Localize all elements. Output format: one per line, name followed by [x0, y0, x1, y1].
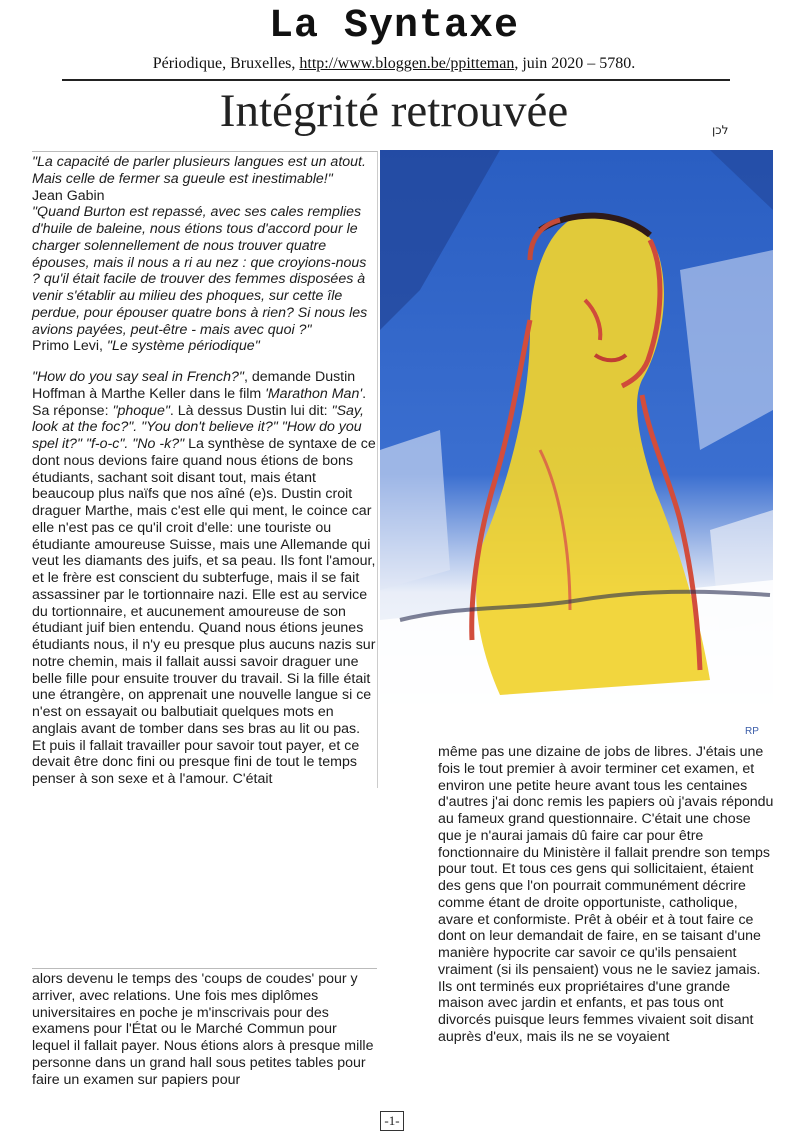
- left-column-top: [32, 151, 378, 788]
- levi-author: Primo Levi, "Le système périodique": [32, 338, 260, 355]
- hebrew-tag: לכן: [712, 123, 729, 137]
- artist-signature: RP: [745, 726, 759, 737]
- article-continuation: alors devenu le temps des 'coups de coudes' pour y arriver, avec relations. Une fois mes diplômes universitaires en poche je m'inscrivais pour des examens pour l'État ou le Marché Commun pour lequel il fallait payer. Nous étions alors à presque mille personne dans un grand hall sous petites tables pour faire un examen sur papiers pour: [32, 971, 374, 1088]
- header-rule: [62, 79, 730, 81]
- blog-link[interactable]: http://www.bloggen.be/ppitteman: [299, 55, 515, 72]
- publication-date: , juin 2020 – 5780.: [514, 55, 636, 72]
- right-column: [438, 744, 775, 1046]
- gabin-quote: "La capacité de parler plusieurs langues est un atout. Mais celle de fermer sa gueule est inestimable!": [32, 154, 366, 187]
- gabin-author: Jean Gabin: [32, 187, 105, 204]
- painting-illustration: [380, 150, 773, 740]
- article-paragraph: "How do you say seal in French?", demande Dustin Hoffman à Marthe Keller dans le film 'Marathon Man'. Sa réponse: "phoque". Là dessus Dustin lui dit: "Say, look at the foc?". "You don't believe it?" "How do you spel it?" "f-o-c". "No -k?" La synthèse de syntaxe de ce dont nous devions faire quand nous étions de bons étudiants, sachant soit disant tout, mais étant beaucoup plus naïfs que nos aîné (e)s. Dustin croit draguer Marthe, mais c'est elle qui ment, le coince car elle n'est pas ce qu'il croit d'elle: une touriste ou étudiante amoureuse Suisse, mais une Allemande qui veut les diamants des juifs, et sa peau. Ils font l'amour, et le frère est conscient du subterfuge, mais il se fait assassiner par le tortionnaire nazi. Elle est au service du tortionnaire, et aucunement amoureuse de son étudiant juif bien entendu. Quand nous étions jeunes étudiants nous, il n'y eu presque plus aucuns nazis sur notre chemin, mais il fallait aussi savoir draguer une belle fille pour ensuite trouver du travail. Si la fille était une étrangère, on apprenait une nouvelle langue si ce n'est on essayait ou balbutiait quelques mots en anglais avant de tomber dans ses bras au lit ou pas. Et puis il fallait travailler pour savoir tout payer, et ce devait être donc fini ou presque fini de tout le temps penser à son sexe et à l'amour. C'était: [32, 369, 376, 787]
- publication-line: [0, 55, 788, 73]
- levi-quote: "Quand Burton est repassé, avec ses cales remplies d'huile de baleine, nous étions tous d'accord pour le charger solennellement de nous trouver quatre épouses, mais il nous a ri au nez : que croyions-nous ? qu'il était facile de trouver des femmes disposées à venir s'établir au milieu des phoques, sur cette île perdue, pour épouser quatre bons à rien? Si nous les avions payées, peut-être - mais avec quoi ?": [32, 204, 368, 338]
- masthead-title: La Syntaxe: [268, 4, 520, 49]
- left-column-bottom: [32, 968, 377, 1088]
- article-headline: Intégrité retrouvée: [219, 85, 569, 137]
- article-continuation-right: même pas une dizaine de jobs de libres. J'étais une fois le tout premier à avoir terminer cet examen, et environ une petite heure avant tous les centaines d'autres j'ai donc remis les papiers où j'avais répondu au fameux grand questionnaire. C'était une chose que je n'aurai jamais dû faire car pour être fonctionnaire du Ministère il fallait prendre son temps pour tout. Et tous ces gens qui sollicitaient, étaient des gens que l'on pourrait communément décrire comme étant de droite opportuniste, catholique, avare et conformiste. Prêt à obéir et à tout faire ce dont on leur demandait de faire, en se taisant d'une manière hypocrite car savoir ce qu'ils pensaient vraiment (si ils pensaient) vous ne le saviez jamais. Ils ont terminés eux propriétaires d'une grande maison avec jardin et enfants, et pas tous ont divorcés puisque leurs femmes vivaient soit disant auprès d'eux, mais ils ne se voyaient: [438, 744, 774, 1045]
- publication-place: Périodique, Bruxelles,: [152, 55, 300, 72]
- page-number: -1-: [380, 1111, 404, 1131]
